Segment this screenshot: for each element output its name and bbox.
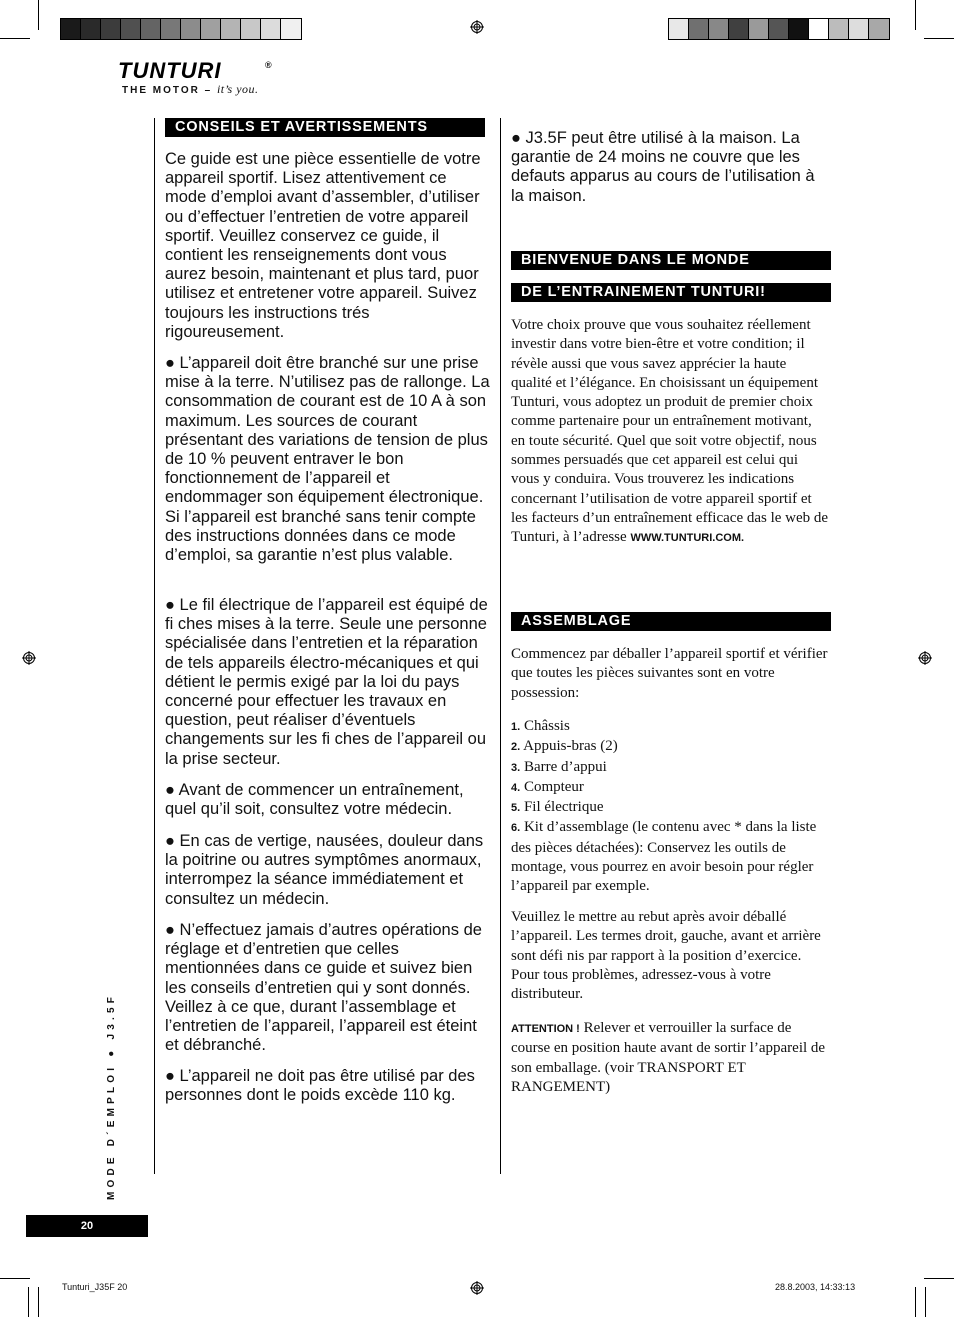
color-swatch — [201, 19, 221, 39]
crop-mark — [0, 1278, 30, 1279]
registration-mark-icon — [918, 651, 932, 665]
tagline-suffix: it’s you. — [216, 82, 259, 96]
color-swatch — [181, 19, 201, 39]
crop-mark — [28, 1287, 29, 1317]
heading-conseils: CONSEILS ET AVERTISSEMENTS — [165, 118, 485, 137]
color-swatch — [769, 19, 789, 39]
list-item-number: 3. — [511, 761, 521, 774]
paragraph-warning-cable: ● Le fil électrique de l’appareil est équipé de fi ches mises à la terre. Seule une personne spécialisée dans l’entretien et la réparation de tels appareils électro-mécaniques et qui détient le permis exigé par la loi du pays concerné pour effectuer les travaux en question, peut réaliser d’éventuels changements sur les fi ches de l’appareil ou la prise secteur. — [165, 596, 488, 768]
color-swatch — [81, 19, 101, 39]
tunturi-logo: TUNTURI — [118, 58, 222, 83]
crop-mark — [925, 1287, 926, 1317]
crop-mark — [924, 38, 954, 39]
color-swatch — [729, 19, 749, 39]
crop-mark — [0, 38, 30, 39]
heading-welcome-2: DE L’ENTRAINEMENT TUNTURI! — [511, 283, 831, 302]
color-swatch — [669, 19, 689, 39]
list-item-text: Barre d’appui — [523, 758, 607, 775]
color-swatch — [789, 19, 809, 39]
crop-mark — [915, 0, 916, 30]
paragraph-warning-maintenance: ● N’effectuez jamais d’autres opérations de réglage et d’entretien que celles mentionnées dans ce guide et suivez bien les conseils d’entretien qui y sont donnés. Veillez à ce que, durant l’assemblage et l’entretien de l’appareil, l’appareil est éteint et débranché. — [165, 921, 482, 1055]
footer-file-name: Tunturi_J35F 20 — [62, 1282, 128, 1292]
color-swatch — [869, 19, 889, 39]
color-bar-left — [60, 18, 302, 40]
heading-welcome-1: BIENVENUE DANS LE MONDE — [511, 251, 831, 270]
list-item — [511, 798, 829, 818]
logo-registered-mark: ® — [265, 60, 272, 70]
paragraph-attention — [511, 1019, 831, 1097]
crop-mark — [38, 1287, 39, 1317]
color-swatch — [221, 19, 241, 39]
color-swatch — [829, 19, 849, 39]
paragraph-home-use: ● J3.5F peut être utilisé à la maison. La garantie de 24 moins ne couvre que les defauts apparus au cours de l’utilisation à la maison. — [511, 129, 815, 205]
welcome-url-link[interactable]: WWW.TUNTURI.COM. — [630, 532, 745, 545]
footer-timestamp: 28.8.2003, 14:33:13 — [775, 1282, 856, 1292]
list-item — [511, 778, 829, 798]
color-bar-right — [668, 18, 890, 40]
list-item-text: Compteur — [523, 778, 584, 795]
paragraph-warning-power: ● L’appareil doit être branché sur une prise mise à la terre. N’utilisez pas de rallonge. La consommation de courant est de 10 A à son maximum. Les sources de courant présentant des variations de tension de plus de 10 % peuvent entraver le bon fonctionnement de l’appareil et endommager son équipement électronique. Si l’appareil est branché sans tenir compte des instructions données dans ce mode d’emploi, sa garantie n’est plus valable. — [165, 354, 490, 565]
color-swatch — [809, 19, 829, 39]
color-swatch — [241, 19, 261, 39]
logo-tagline — [122, 82, 259, 97]
paragraph-intro: Ce guide est une pièce essentielle de votre appareil sportif. Lisez attentivement ce mode d’emploi avant d’assembler, d’utiliser ou d’effectuer l’entretien de votre appareil sportif. Veuillez conservez ce guide, il contient les renseignements dont vous aurez besoin, maintenant et plus tard, puor utilisez et entretener votre appareil. Suivez toujours les instructions trés rigoureusement. — [165, 150, 481, 341]
color-swatch — [161, 19, 181, 39]
crop-mark — [915, 1287, 916, 1317]
welcome-text: Votre choix prouve que vous souhaitez réellement investir dans votre bien-être et votre condition; il révèle aussi que vous savez apprécier la haute qualité et l’élégance. En choisissant un équipement Tunturi, vous adoptez un produit de premier choix comme partenaire pour un entraînement motivant, en toute sécurité. Quel que soit votre objectif, nous sommes persuadés que cet appareil est celui qui vous y conduira. Vous trouverez les indications concernant l’utilisation de votre appareil sportif et les facteurs d’un entraînement efficace das le web de Tunturi, à l’adresse — [511, 317, 829, 546]
registration-mark-icon — [22, 651, 36, 665]
registration-mark-icon — [470, 1281, 484, 1295]
color-swatch — [141, 19, 161, 39]
column-rule-left — [154, 118, 155, 1174]
color-swatch — [689, 19, 709, 39]
list-item-text: Fil électrique — [523, 799, 604, 816]
color-swatch — [749, 19, 769, 39]
attention-label: ATTENTION ! — [511, 1023, 580, 1035]
heading-assemblage: ASSEMBLAGE — [511, 612, 831, 631]
list-item — [511, 758, 829, 778]
crop-mark — [924, 1278, 954, 1279]
list-item — [511, 717, 829, 737]
color-swatch — [121, 19, 141, 39]
paragraph-assembly-intro: Commencez par déballer l’appareil sportif et vérifier que toutes les pièces suivantes sont en votre possession: — [511, 646, 828, 701]
list-item-text: Kit d’assemblage (le contenu avec * dans la liste des pièces détachées): Conservez les outils de montage, vous pourrez en avoir besoin pour régler l’appareil par exemple. — [511, 819, 817, 895]
side-label: MODE D´EMPLOI ● J3.5F — [106, 992, 117, 1200]
paragraph-welcome — [511, 316, 829, 549]
color-swatch — [709, 19, 729, 39]
color-swatch — [281, 19, 301, 39]
parts-list — [511, 717, 829, 897]
paragraph-warning-doctor: ● Avant de commencer un entraînement, quel qu’il soit, consultez votre médecin. — [165, 781, 464, 819]
attention-text: Relever et verrouiller la surface de course en position haute avant de sortir l’appareil de son emballage. (voir TRANSPORT ET RANGEMENT) — [511, 1020, 826, 1095]
column-rule-middle — [500, 118, 501, 1174]
color-swatch — [849, 19, 869, 39]
list-item-text: Châssis — [523, 718, 570, 734]
color-swatch — [101, 19, 121, 39]
registration-mark-icon — [470, 20, 484, 34]
list-item-number: 5. — [511, 802, 521, 815]
paragraph-warning-symptoms: ● En cas de vertige, nausées, douleur dans la poitrine ou autres symptômes anormaux, interrompez la séance immédiatement et consultez un médecin. — [165, 832, 484, 908]
paragraph-warning-weight: ● L’appareil ne doit pas être utilisé par des personnes dont le poids excède 110 kg. — [165, 1067, 475, 1105]
color-swatch — [261, 19, 281, 39]
list-item-text: Appuis-bras (2) — [523, 738, 618, 755]
paragraph-disposal: Veuillez le mettre au rebut après avoir déballé l’appareil. Les termes droit, gauche, avant et arrière sont défi nis par rapport à la position d’exercice. Pour tous problèmes, adressez-vous à votre distributeur. — [511, 909, 821, 1003]
list-item-number: 4. — [511, 781, 521, 794]
list-item-number: 2. — [511, 741, 521, 754]
tagline-prefix: THE MOTOR – — [122, 85, 217, 96]
color-swatch — [61, 19, 81, 39]
list-item — [511, 737, 829, 757]
list-item — [511, 818, 829, 896]
list-item-number: 6. — [511, 822, 521, 835]
list-item-number: 1. — [511, 721, 521, 733]
crop-mark — [38, 0, 39, 30]
page-number: 20 — [26, 1215, 148, 1237]
